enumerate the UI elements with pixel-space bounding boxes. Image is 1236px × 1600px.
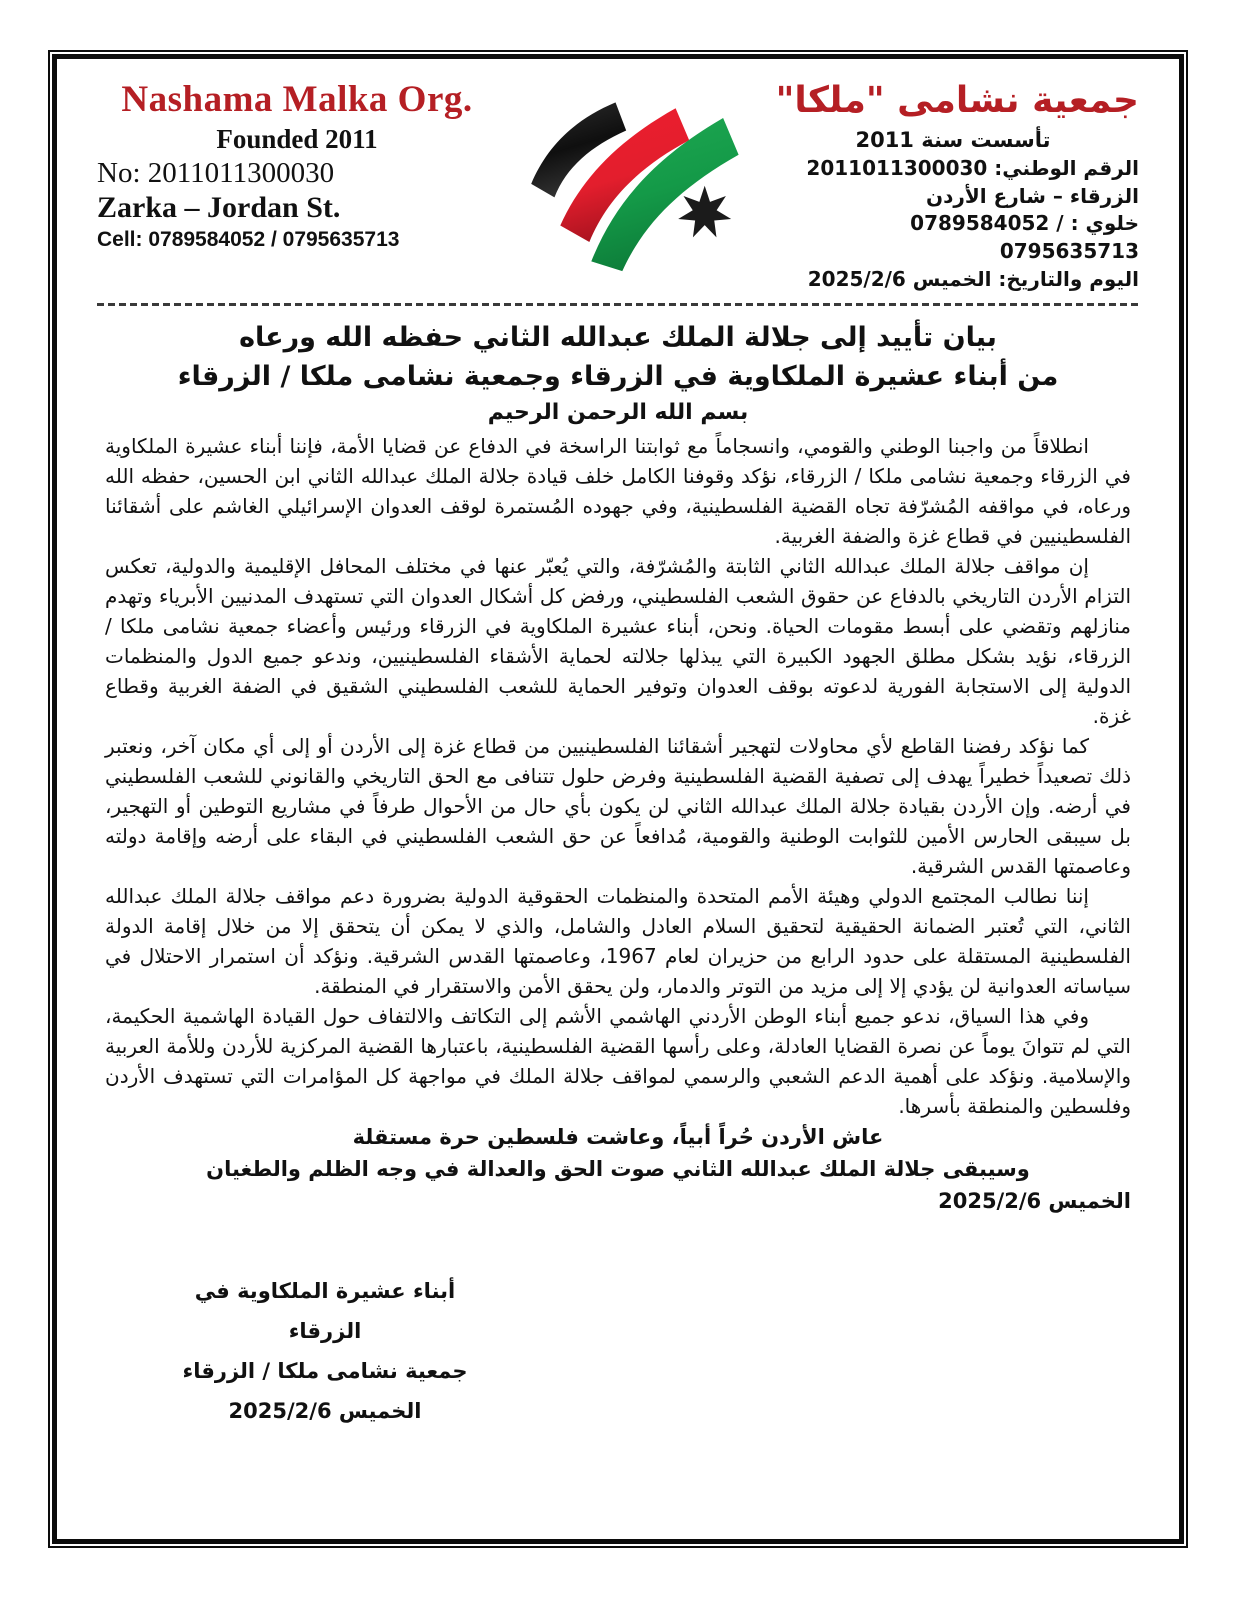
org-name-arabic: جمعية نشامى "ملكا" bbox=[775, 80, 1139, 121]
statement-body bbox=[97, 310, 1139, 1431]
org-logo bbox=[497, 79, 767, 273]
registration-number-english: No: 2011011300030 bbox=[97, 157, 335, 190]
date-arabic: اليوم والتاريخ: الخميس 2025/2/6 bbox=[807, 266, 1139, 291]
closing-slogan-2: وسيبقى جلالة الملك عبدالله الثاني صوت الحق والعدالة في وجه الظلم والطغيان bbox=[206, 1157, 1030, 1182]
cell-number-arabic bbox=[767, 210, 1139, 265]
letterhead-arabic bbox=[767, 79, 1139, 293]
jordan-flag-swoosh-icon bbox=[506, 85, 758, 273]
cell-number-english: Cell: 0789584052 / 0795635713 bbox=[97, 227, 400, 251]
signature-line-3: الخميس 2025/2/6 bbox=[228, 1399, 422, 1424]
cell-numbers-arabic: 0789584052 / 0795635713 bbox=[910, 211, 1139, 263]
statement-paragraph-5: وفي هذا السياق، ندعو جميع أبناء الوطن الأردني الهاشمي الأشم إلى التكاتف والالتفاف حول القيادة الهاشمية الحكيمة، التي لم تتوانَ يوماً عن نصرة القضايا العادلة، وعلى رأسها القضية الفلسطينية، باعتبارها القضية المركزية للأردن وللأمة العربية والإسلامية. ونؤكد على أهمية الدعم الشعبي والرسمي لمواقف جلالة الملك في مواجهة كل المؤامرات التي تستهدف الأردن وفلسطين والمنطقة بأسرها. bbox=[105, 1004, 1131, 1119]
signature-block bbox=[165, 1271, 485, 1431]
seven-pointed-star-icon bbox=[678, 186, 731, 238]
signature-line-1: أبناء عشيرة الملكاوية في الزرقاء bbox=[194, 1279, 456, 1344]
letterhead-english bbox=[97, 79, 497, 252]
letterhead bbox=[97, 79, 1139, 293]
page-frame bbox=[48, 50, 1188, 1548]
page-frame-inner bbox=[52, 54, 1184, 1544]
basmala: بسم الله الرحمن الرحيم bbox=[487, 400, 749, 426]
national-number-arabic: الرقم الوطني: 2011011300030 bbox=[806, 156, 1139, 181]
address-english: Zarka – Jordan St. bbox=[97, 190, 341, 224]
statement-title-line2: من أبناء عشيرة الملكاوية في الزرقاء وجمعية نشامى ملكا / الزرقاء bbox=[177, 361, 1059, 393]
statement-paragraph-1: انطلاقاً من واجبنا الوطني والقومي، وانسجاماً مع ثوابتنا الراسخة في الدفاع عن قضايا الأمة، فإننا أبناء عشيرة الملكاوية في الزرقاء وجمعية نشامى ملكا / الزرقاء، نؤكد وقوفنا الكامل خلف قيادة جلالة الملك عبدالله الثاني ابن الحسين، حفظه الله ورعاه، في مواقفه المُشرّفة تجاه القضية الفلسطينية، وفي جهوده المُستمرة لوقف العدوان الإسرائيلي الغاشم على أشقائنا الفلسطينيين في قطاع غزة والضفة الغربية. bbox=[105, 434, 1131, 549]
closing-slogan-1: عاش الأردن حُراً أبياً، وعاشت فلسطين حرة مستقلة bbox=[352, 1125, 884, 1150]
address-arabic: الزرقاء – شارع الأردن bbox=[926, 183, 1139, 208]
statement-paragraph-2: إن مواقف جلالة الملك عبدالله الثاني الثابتة والمُشرّفة، والتي يُعبّر عنها في مختلف المحافل الإقليمية والدولية، تعكس التزام الأردن التاريخي بالدفاع عن حقوق الشعب الفلسطيني، ورفض كل أشكال العدوان التي تستهدف المدنيين الأبرياء وتهدم منازلهم وتقضي على أبسط مقومات الحياة. ونحن، أبناء عشيرة الملكاوية في الزرقاء ورئيس وأعضاء جمعية نشامى ملكا / الزرقاء، نؤيد بشكل مطلق الجهود الكبيرة التي يبذلها جلالته لحماية الأشقاء الفلسطينيين، وندعو جميع الدول والمنظمات الدولية إلى الاستجابة الفورية لدعوته بوقف العدوان وتوفير الحماية للشعب الفلسطيني الشقيق في الضفة الغربية وقطاع غزة. bbox=[105, 554, 1131, 729]
statement-paragraph-3: كما نؤكد رفضنا القاطع لأي محاولات لتهجير أشقائنا الفلسطينيين من قطاع غزة إلى الأردن أو إلى أي مكان آخر، ونعتبر ذلك تصعيداً خطيراً يهدف إلى تصفية القضية الفلسطينية وفرض حلول تتنافى مع الحق التاريخي والقانوني للشعب الفلسطيني في أرضه. وإن الأردن بقيادة جلالة الملك عبدالله الثاني لن يكون بأي حال من الأحوال طرفاً في مشاريع التوطين أو التهجير، بل سيبقى الحارس الأمين للثوابت الوطنية والقومية، مُدافعاً عن حق الشعب الفلسطيني في البقاء على أرضه وإقامة دولته وعاصمتها القدس الشرقية. bbox=[105, 734, 1131, 879]
org-name-english: Nashama Malka Org. bbox=[121, 79, 473, 120]
statement-title-line1: بيان تأييد إلى جلالة الملك عبدالله الثاني حفظه الله ورعاه bbox=[239, 322, 997, 354]
statement-paragraph-4: إننا نطالب المجتمع الدولي وهيئة الأمم المتحدة والمنظمات الحقوقية الدولية بضرورة دعم مواقف جلالة الملك عبدالله الثاني، التي تُعتبر الضمانة الحقيقية لتحقيق السلام العادل والشامل، والذي لا يمكن أن يتحقق إلا من خلال إقامة الدولة الفلسطينية المستقلة على حدود الرابع من حزيران لعام 1967، وعاصمتها القدس الشرقية. ونؤكد أن استمرار الاحتلال في سياساته العدوانية لن يؤدي إلا إلى مزيد من التوتر والدمار، ولن يحقق الأمن والاستقرار في المنطقة. bbox=[105, 884, 1131, 999]
dashed-divider bbox=[97, 303, 1139, 306]
signature-line-2: جمعية نشامى ملكا / الزرقاء bbox=[182, 1359, 468, 1384]
cell-label-arabic: خلوي : bbox=[1070, 211, 1139, 236]
statement-date: الخميس 2025/2/6 bbox=[938, 1189, 1131, 1214]
founded-label-english: Founded 2011 bbox=[216, 123, 378, 154]
founded-label-arabic: تأسست سنة 2011 bbox=[855, 128, 1051, 153]
